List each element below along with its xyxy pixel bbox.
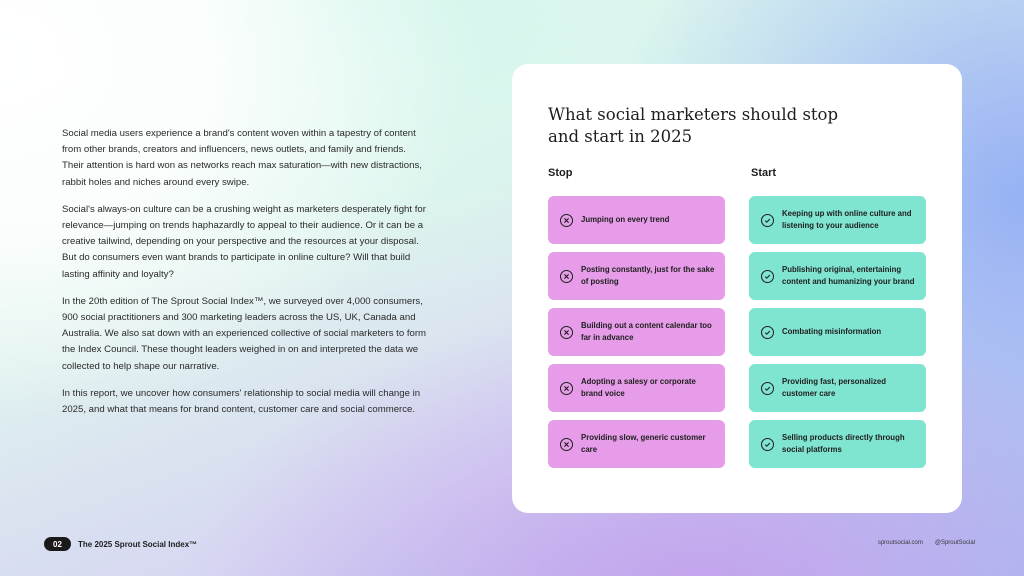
stop-item-label: Building out a content calendar too far in advance xyxy=(581,320,712,342)
check-circle-icon xyxy=(761,214,774,227)
stop-item-label: Jumping on every trend xyxy=(581,214,670,224)
website-link[interactable]: sproutsocial.com xyxy=(877,540,923,546)
x-circle-icon xyxy=(560,438,573,451)
check-circle-icon xyxy=(761,270,774,283)
page-number-badge: 02 xyxy=(44,537,71,551)
intro-paragraph-3: In the 20th edition of The Sprout Social Index™, we surveyed over 4,000 consumers, 900 social practitioners and 300 marketing leaders across the US, UK, Canada and Australia. We also sat down with an experienced collective of social marketers to form the Index Council. These thought leaders weighed in on and interpreted the data we collected to help shape our narrative. xyxy=(62,295,427,372)
start-item xyxy=(749,420,926,468)
intro-text xyxy=(62,126,428,429)
stop-item-label: Providing slow, generic customer care xyxy=(581,432,706,454)
x-circle-icon xyxy=(560,214,573,227)
check-circle-icon xyxy=(761,382,774,395)
stop-item xyxy=(548,420,725,468)
start-item-label: Providing fast, personalized customer care xyxy=(782,376,886,398)
intro-paragraph-2: Social's always-on culture can be a crushing weight as marketers desperately fight for relevance—jumping on trends haphazardly to appeal to their audience. Or it can be a creative tailwind, depending on your perspective and the resources at your disposal. But do consumers even want brands to participate in online culture? Will that build lasting affinity and loyalty? xyxy=(62,203,426,280)
stop-item xyxy=(548,252,725,300)
social-handle[interactable]: @SproutSocial xyxy=(934,540,975,546)
x-circle-icon xyxy=(560,382,573,395)
start-item xyxy=(749,196,926,244)
check-circle-icon xyxy=(761,326,774,339)
start-item-label: Combating misinformation xyxy=(782,326,882,336)
stop-start-card xyxy=(512,64,962,513)
start-heading: Start xyxy=(751,167,777,179)
report-title: The 2025 Sprout Social Index™ xyxy=(78,539,198,549)
stop-item-label: Posting constantly, just for the sake of posting xyxy=(581,264,715,286)
start-item-label: Selling products directly through social platforms xyxy=(782,432,905,454)
check-circle-icon xyxy=(761,438,774,451)
card-title: What social marketers should stop and start in 2025 xyxy=(548,105,839,146)
stop-item xyxy=(548,364,725,412)
intro-paragraph-1: Social media users experience a brand's content woven within a tapestry of content from other brands, creators and influencers, news outlets, and family and friends. Their attention is hard won as networks reach max saturation—with new distractions, rabbit holes and niches around every swipe. xyxy=(62,128,422,188)
stop-item xyxy=(548,196,725,244)
start-item xyxy=(749,364,926,412)
stop-item xyxy=(548,308,725,356)
intro-paragraph-4: In this report, we uncover how consumers' relationship to social media will change in 2025, and what that means for brand content, customer care and social commerce. xyxy=(62,387,421,416)
stop-heading: Stop xyxy=(548,167,573,179)
start-item-label: Publishing original, entertaining content and humanizing your brand xyxy=(782,264,915,286)
start-item xyxy=(749,252,926,300)
footer-left xyxy=(44,537,197,551)
x-circle-icon xyxy=(560,270,573,283)
footer-right xyxy=(878,540,975,546)
start-item xyxy=(749,308,926,356)
stop-item-label: Adopting a salesy or corporate brand voice xyxy=(581,376,696,398)
start-item-label: Keeping up with online culture and listening to your audience xyxy=(782,208,912,230)
x-circle-icon xyxy=(560,326,573,339)
